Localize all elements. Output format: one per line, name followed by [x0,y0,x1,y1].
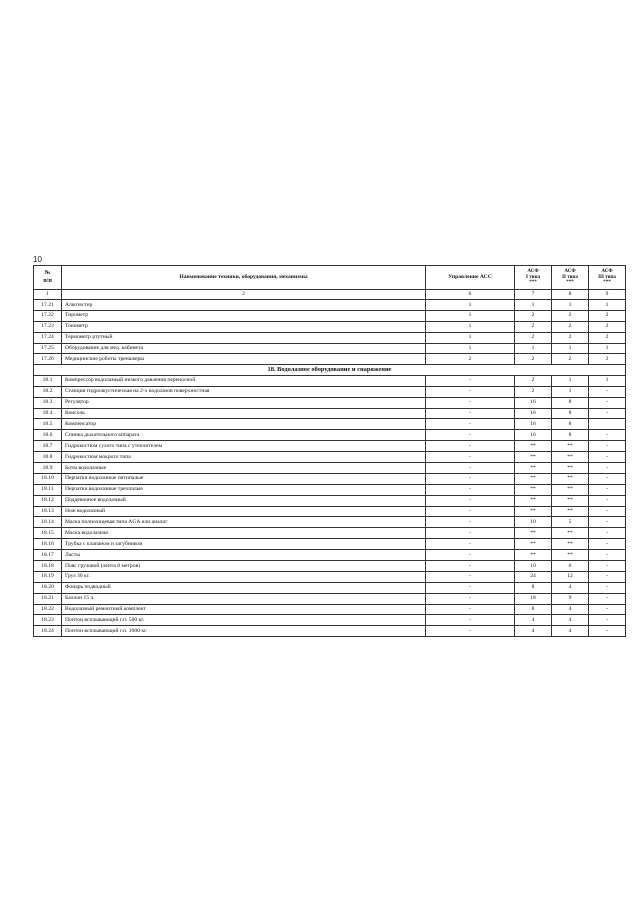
index-cell: 1 [34,290,62,300]
cell-asf1: 2 [515,354,552,365]
cell-name: Маска водолазная [62,528,426,539]
cell-name: Термометр ртутный [62,332,426,343]
cell-number: 18.15 [34,528,62,539]
cell-mgmt: - [426,419,515,430]
cell-asf2: ** [552,441,589,452]
cell-asf2: 4 [552,626,589,637]
cell-asf3: 1 [589,375,626,386]
cell-mgmt: 1 [426,332,515,343]
cell-number: 17.24 [34,332,62,343]
table-row [34,626,626,637]
cell-name: Оборудование для мед. кабинета [62,343,426,354]
header-asf3-text: АСФ III типа *** [598,268,616,286]
table-row [34,310,626,321]
cell-asf3: - [589,495,626,506]
cell-asf1: ** [515,441,552,452]
cell-name: Понтон всплывающий г.п. 1000 кг. [62,626,426,637]
cell-asf2: 2 [552,332,589,343]
cell-asf2: 4 [552,615,589,626]
cell-number: 18.17 [34,550,62,561]
cell-asf3: - [589,484,626,495]
cell-name: Груз 30 кг. [62,571,426,582]
equipment-table [33,265,626,637]
cell-name: Компенсатор [62,419,426,430]
table-row [34,419,626,430]
table-row [34,452,626,463]
cell-asf2: ** [552,462,589,473]
cell-asf1: 10 [515,517,552,528]
cell-asf3: - [589,452,626,463]
cell-asf2: 4 [552,604,589,615]
cell-number: 18.23 [34,615,62,626]
cell-asf2: 8 [552,408,589,419]
cell-asf1: ** [515,495,552,506]
cell-number: 18.14 [34,517,62,528]
cell-mgmt: - [426,386,515,397]
table-row [34,375,626,386]
cell-asf2: 2 [552,321,589,332]
table-row [34,528,626,539]
header-asf1-text: АСФ I типа *** [526,268,540,286]
page-number: 10 [33,255,42,264]
cell-name: Алкотестер [62,300,426,311]
cell-asf1: 8 [515,604,552,615]
cell-asf1: 16 [515,397,552,408]
section-header-row [34,365,626,376]
cell-asf1: 4 [515,626,552,637]
cell-name: Перчатки водолазные трехпалые [62,484,426,495]
cell-asf3: 1 [589,300,626,311]
header-asf2 [552,266,589,290]
cell-asf3: 2 [589,354,626,365]
cell-asf3: - [589,528,626,539]
column-index-row [34,290,626,300]
cell-mgmt: - [426,462,515,473]
cell-mgmt: - [426,397,515,408]
cell-asf1: 8 [515,582,552,593]
cell-name: Спинка дыхательного аппарата [62,430,426,441]
cell-asf2: 6 [552,560,589,571]
cell-asf1: 18 [515,593,552,604]
cell-asf1: 2 [515,332,552,343]
header-asf1 [515,266,552,290]
section-title: 18. Водолазное оборудование и снаряжение [34,365,626,376]
cell-name: Гидрокостюм сухого типа с утеплителем [62,441,426,452]
cell-asf3 [589,419,626,430]
cell-mgmt: - [426,615,515,626]
cell-number: 17.21 [34,300,62,311]
cell-mgmt: - [426,506,515,517]
index-cell: 9 [589,290,626,300]
cell-mgmt: - [426,441,515,452]
cell-asf2: ** [552,473,589,484]
cell-asf1: 16 [515,419,552,430]
header-asf3 [589,266,626,290]
cell-asf2: ** [552,528,589,539]
table-row [34,517,626,528]
cell-mgmt: - [426,430,515,441]
cell-mgmt: - [426,473,515,484]
cell-name: Фонарь подводный [62,582,426,593]
cell-name: Баллон 15 л. [62,593,426,604]
cell-name: Тонометр [62,321,426,332]
table-row [34,343,626,354]
cell-mgmt: - [426,593,515,604]
cell-asf1: ** [515,484,552,495]
table-row [34,506,626,517]
cell-asf1: ** [515,473,552,484]
cell-asf2: ** [552,495,589,506]
cell-asf3: - [589,560,626,571]
cell-name: Перчатки водолазные пятипалые [62,473,426,484]
table-row [34,604,626,615]
cell-asf2: 4 [552,582,589,593]
table-row [34,550,626,561]
cell-number: 18.6 [34,430,62,441]
cell-asf2: 1 [552,300,589,311]
cell-number: 18.10 [34,473,62,484]
table-row [34,354,626,365]
header-asf2-text: АСФ II типа *** [562,268,578,286]
header-name: Наименование техники, оборудования, механизмы [62,266,426,290]
cell-asf2: ** [552,506,589,517]
cell-name: Нож водолазный [62,506,426,517]
cell-number: 18.1 [34,375,62,386]
cell-number: 18.11 [34,484,62,495]
cell-number: 18.16 [34,539,62,550]
cell-asf2: 1 [552,343,589,354]
cell-asf3: - [589,517,626,528]
cell-asf3: - [589,582,626,593]
cell-mgmt: - [426,560,515,571]
cell-asf3: - [589,462,626,473]
cell-asf3: - [589,397,626,408]
cell-number: 18.7 [34,441,62,452]
cell-asf2: 8 [552,397,589,408]
cell-name: Ласты [62,550,426,561]
cell-mgmt: 1 [426,310,515,321]
table-row [34,321,626,332]
table-row [34,300,626,311]
cell-asf1: 4 [515,615,552,626]
header-row [34,266,626,290]
cell-asf3: 2 [589,310,626,321]
cell-name: Понтон всплывающий г.п. 500 кг. [62,615,426,626]
cell-asf2: ** [552,484,589,495]
cell-asf1: 2 [515,310,552,321]
cell-asf1: 16 [515,408,552,419]
cell-mgmt: - [426,452,515,463]
cell-asf3: - [589,539,626,550]
table-row [34,386,626,397]
cell-mgmt: - [426,582,515,593]
index-cell: 6 [426,290,515,300]
cell-asf1: ** [515,506,552,517]
table-row [34,593,626,604]
cell-asf2: 8 [552,430,589,441]
index-cell: 2 [62,290,426,300]
cell-name: Компрессор водолазный низкого давления переносной [62,375,426,386]
cell-name: Боты водолазные [62,462,426,473]
cell-mgmt: 2 [426,354,515,365]
cell-asf3: - [589,550,626,561]
cell-mgmt: - [426,528,515,539]
cell-mgmt: - [426,571,515,582]
cell-asf3: 2 [589,332,626,343]
cell-mgmt: - [426,626,515,637]
cell-asf2: 8 [552,419,589,430]
cell-mgmt: - [426,539,515,550]
cell-name: Регулятор [62,397,426,408]
cell-name: Гидрокостюм мокрого типа [62,452,426,463]
cell-asf1: 10 [515,560,552,571]
table-row [34,441,626,452]
cell-asf1: 1 [515,343,552,354]
cell-mgmt: - [426,375,515,386]
cell-asf2: 2 [552,310,589,321]
table-row [34,582,626,593]
cell-asf2: 1 [552,386,589,397]
cell-number: 18.24 [34,626,62,637]
cell-number: 18.22 [34,604,62,615]
cell-asf3: - [589,441,626,452]
table-row [34,397,626,408]
cell-name: Консоль [62,408,426,419]
cell-number: 18.5 [34,419,62,430]
cell-name: Пояс грузовой (лента 8 метров) [62,560,426,571]
cell-asf2: 5 [552,517,589,528]
cell-number: 18.19 [34,571,62,582]
cell-mgmt: - [426,550,515,561]
table-row [34,484,626,495]
cell-asf3: - [589,615,626,626]
cell-asf1: 16 [515,430,552,441]
cell-name: Маска полнолицевая типа AGA или аналог [62,517,426,528]
cell-number: 18.12 [34,495,62,506]
header-mgmt: Управление АСС [426,266,515,290]
cell-asf1: ** [515,452,552,463]
cell-mgmt: - [426,408,515,419]
cell-asf2: 2 [552,354,589,365]
cell-number: 18.3 [34,397,62,408]
table-row [34,430,626,441]
cell-asf3: - [589,571,626,582]
cell-asf2: ** [552,539,589,550]
cell-asf1: ** [515,539,552,550]
cell-asf3: - [589,604,626,615]
cell-asf3: - [589,430,626,441]
cell-number: 18.8 [34,452,62,463]
cell-mgmt: - [426,604,515,615]
cell-asf3: 2 [589,321,626,332]
cell-number: 17.23 [34,321,62,332]
cell-number: 18.2 [34,386,62,397]
cell-asf3: - [589,386,626,397]
cell-asf2: 1 [552,375,589,386]
cell-asf1: ** [515,462,552,473]
cell-name: Поддевочное водолазный [62,495,426,506]
table-row [34,495,626,506]
cell-asf3: 1 [589,343,626,354]
table-row [34,408,626,419]
cell-number: 17.25 [34,343,62,354]
table-row [34,560,626,571]
cell-asf1: 1 [515,300,552,311]
cell-asf1: 24 [515,571,552,582]
cell-number: 17.22 [34,310,62,321]
cell-asf2: 9 [552,593,589,604]
cell-number: 18.4 [34,408,62,419]
index-cell: 7 [515,290,552,300]
cell-number: 18.9 [34,462,62,473]
cell-asf3: - [589,506,626,517]
cell-mgmt: - [426,495,515,506]
table-row [34,571,626,582]
cell-number: 17.26 [34,354,62,365]
table-row [34,462,626,473]
table-row [34,473,626,484]
cell-mgmt: 1 [426,343,515,354]
cell-asf3: - [589,473,626,484]
cell-asf3: - [589,626,626,637]
cell-asf2: ** [552,550,589,561]
cell-asf1: ** [515,550,552,561]
cell-asf2: ** [552,452,589,463]
cell-asf3: - [589,408,626,419]
cell-mgmt: 1 [426,321,515,332]
cell-asf1: 2 [515,321,552,332]
cell-name: Станция гидроакустическая на 2-х водолазов поверхностная [62,386,426,397]
table-row [34,539,626,550]
cell-name: Водолазный ремонтный комплект [62,604,426,615]
cell-name: Медицинские роботы тренажеры [62,354,426,365]
cell-asf3: - [589,593,626,604]
cell-asf1: 2 [515,386,552,397]
cell-number: 18.21 [34,593,62,604]
header-num-text: № п/п [43,270,52,284]
table-row [34,615,626,626]
cell-asf1: ** [515,528,552,539]
cell-mgmt: - [426,517,515,528]
cell-name: Тирометр [62,310,426,321]
cell-name: Трубка с клапаном и загубником [62,539,426,550]
cell-number: 18.13 [34,506,62,517]
cell-mgmt: - [426,484,515,495]
cell-asf2: 12 [552,571,589,582]
cell-number: 18.20 [34,582,62,593]
cell-mgmt: 1 [426,300,515,311]
header-num [34,266,62,290]
index-cell: 8 [552,290,589,300]
table-row [34,332,626,343]
cell-asf1: 2 [515,375,552,386]
cell-number: 18.18 [34,560,62,571]
